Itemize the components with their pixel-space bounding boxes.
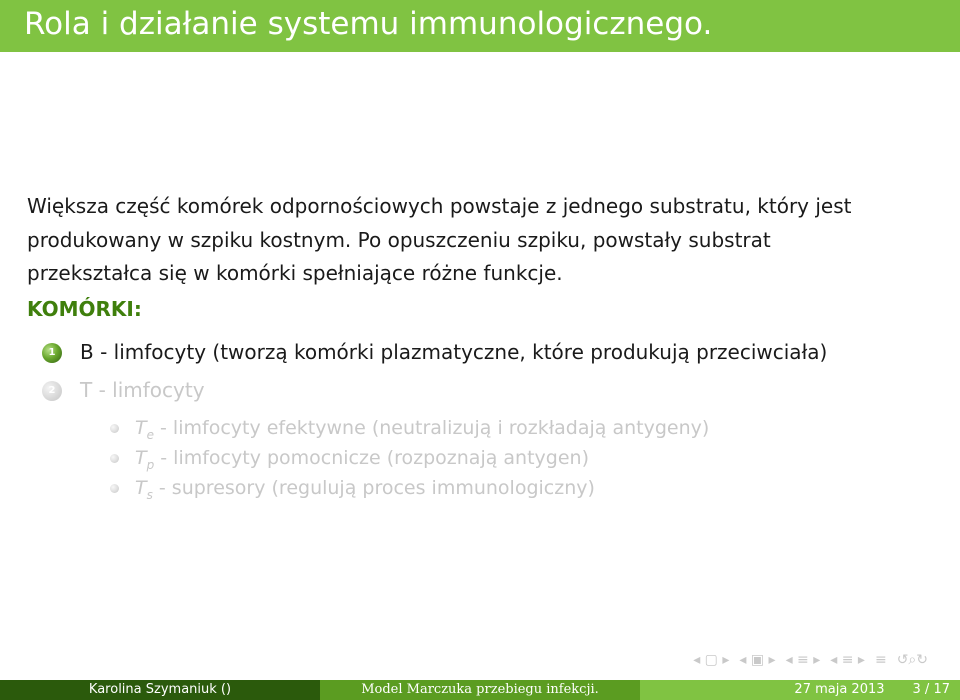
list-item-text: B - limfocyty (tworzą komórki plazmatyczne, które produkują przeciwciała) [80, 339, 828, 364]
title-bar [0, 0, 960, 52]
footer-talk-title: Model Marczuka przebiegu infekcji. [320, 680, 640, 700]
nav-subsection-icon[interactable]: ◂ ≡ ▸ [785, 652, 821, 668]
number-ball-icon: 2 [42, 381, 62, 401]
sub-item-effector [27, 413, 932, 443]
list-item-b-lymphocytes [27, 337, 932, 375]
cell-symbol: $T_e$ [135, 416, 154, 442]
sub-item-text: - limfocyty efektywne (neutralizują i rozkładają antygeny) [154, 416, 710, 439]
bullet-icon [110, 454, 119, 463]
list-item-t-lymphocytes [27, 375, 932, 413]
footer-date: 27 maja 2013 [794, 682, 885, 697]
footer-meta [640, 680, 960, 700]
sub-item-suppressor [27, 473, 932, 503]
footer-page-number: 3 / 17 [912, 682, 950, 697]
cell-symbol: $T_p$ [135, 446, 155, 472]
list-item-text: T - limfocyty [80, 377, 205, 402]
footer-author: Karolina Szymaniuk () [0, 680, 320, 700]
nav-search-icon[interactable]: ↺⌕↻ [896, 652, 928, 668]
sub-item-text: - limfocyty pomocnicze (rozpoznają antygen) [154, 446, 589, 469]
footer-bar [0, 680, 960, 700]
intro-line-3: przekształca się w komórki spełniające różne funkcje. [27, 261, 563, 285]
slide-content [27, 190, 932, 503]
nav-first-icon[interactable]: ◂ ▢ ▸ [693, 652, 730, 668]
sub-item-helper [27, 443, 932, 473]
number-ball-icon: 1 [42, 343, 62, 363]
sub-item-text: - supresory (regulują proces immunologiczny) [152, 476, 595, 499]
nav-frame-icon[interactable]: ◂ ▣ ▸ [739, 652, 776, 668]
nav-section-icon[interactable]: ◂ ≡ ▸ [830, 652, 865, 668]
intro-line-2: produkowany w szpiku kostnym. Po opuszczeniu szpiku, powstały substrat [27, 227, 771, 252]
cells-heading: KOMÓRKI: [27, 296, 142, 321]
cell-list [27, 337, 932, 413]
intro-line-1: Większa część komórek odpornościowych powstaje z jednego substratu, który jest [27, 194, 852, 218]
beamer-navigation [693, 652, 928, 668]
nav-align-icon[interactable]: ≡ [874, 652, 887, 668]
slide-title: Rola i działanie systemu immunologicznego. [24, 6, 713, 42]
bullet-icon [110, 424, 119, 433]
cell-symbol: $T_s$ [135, 476, 153, 502]
t-cell-subtypes [27, 413, 932, 503]
bullet-icon [110, 484, 119, 493]
